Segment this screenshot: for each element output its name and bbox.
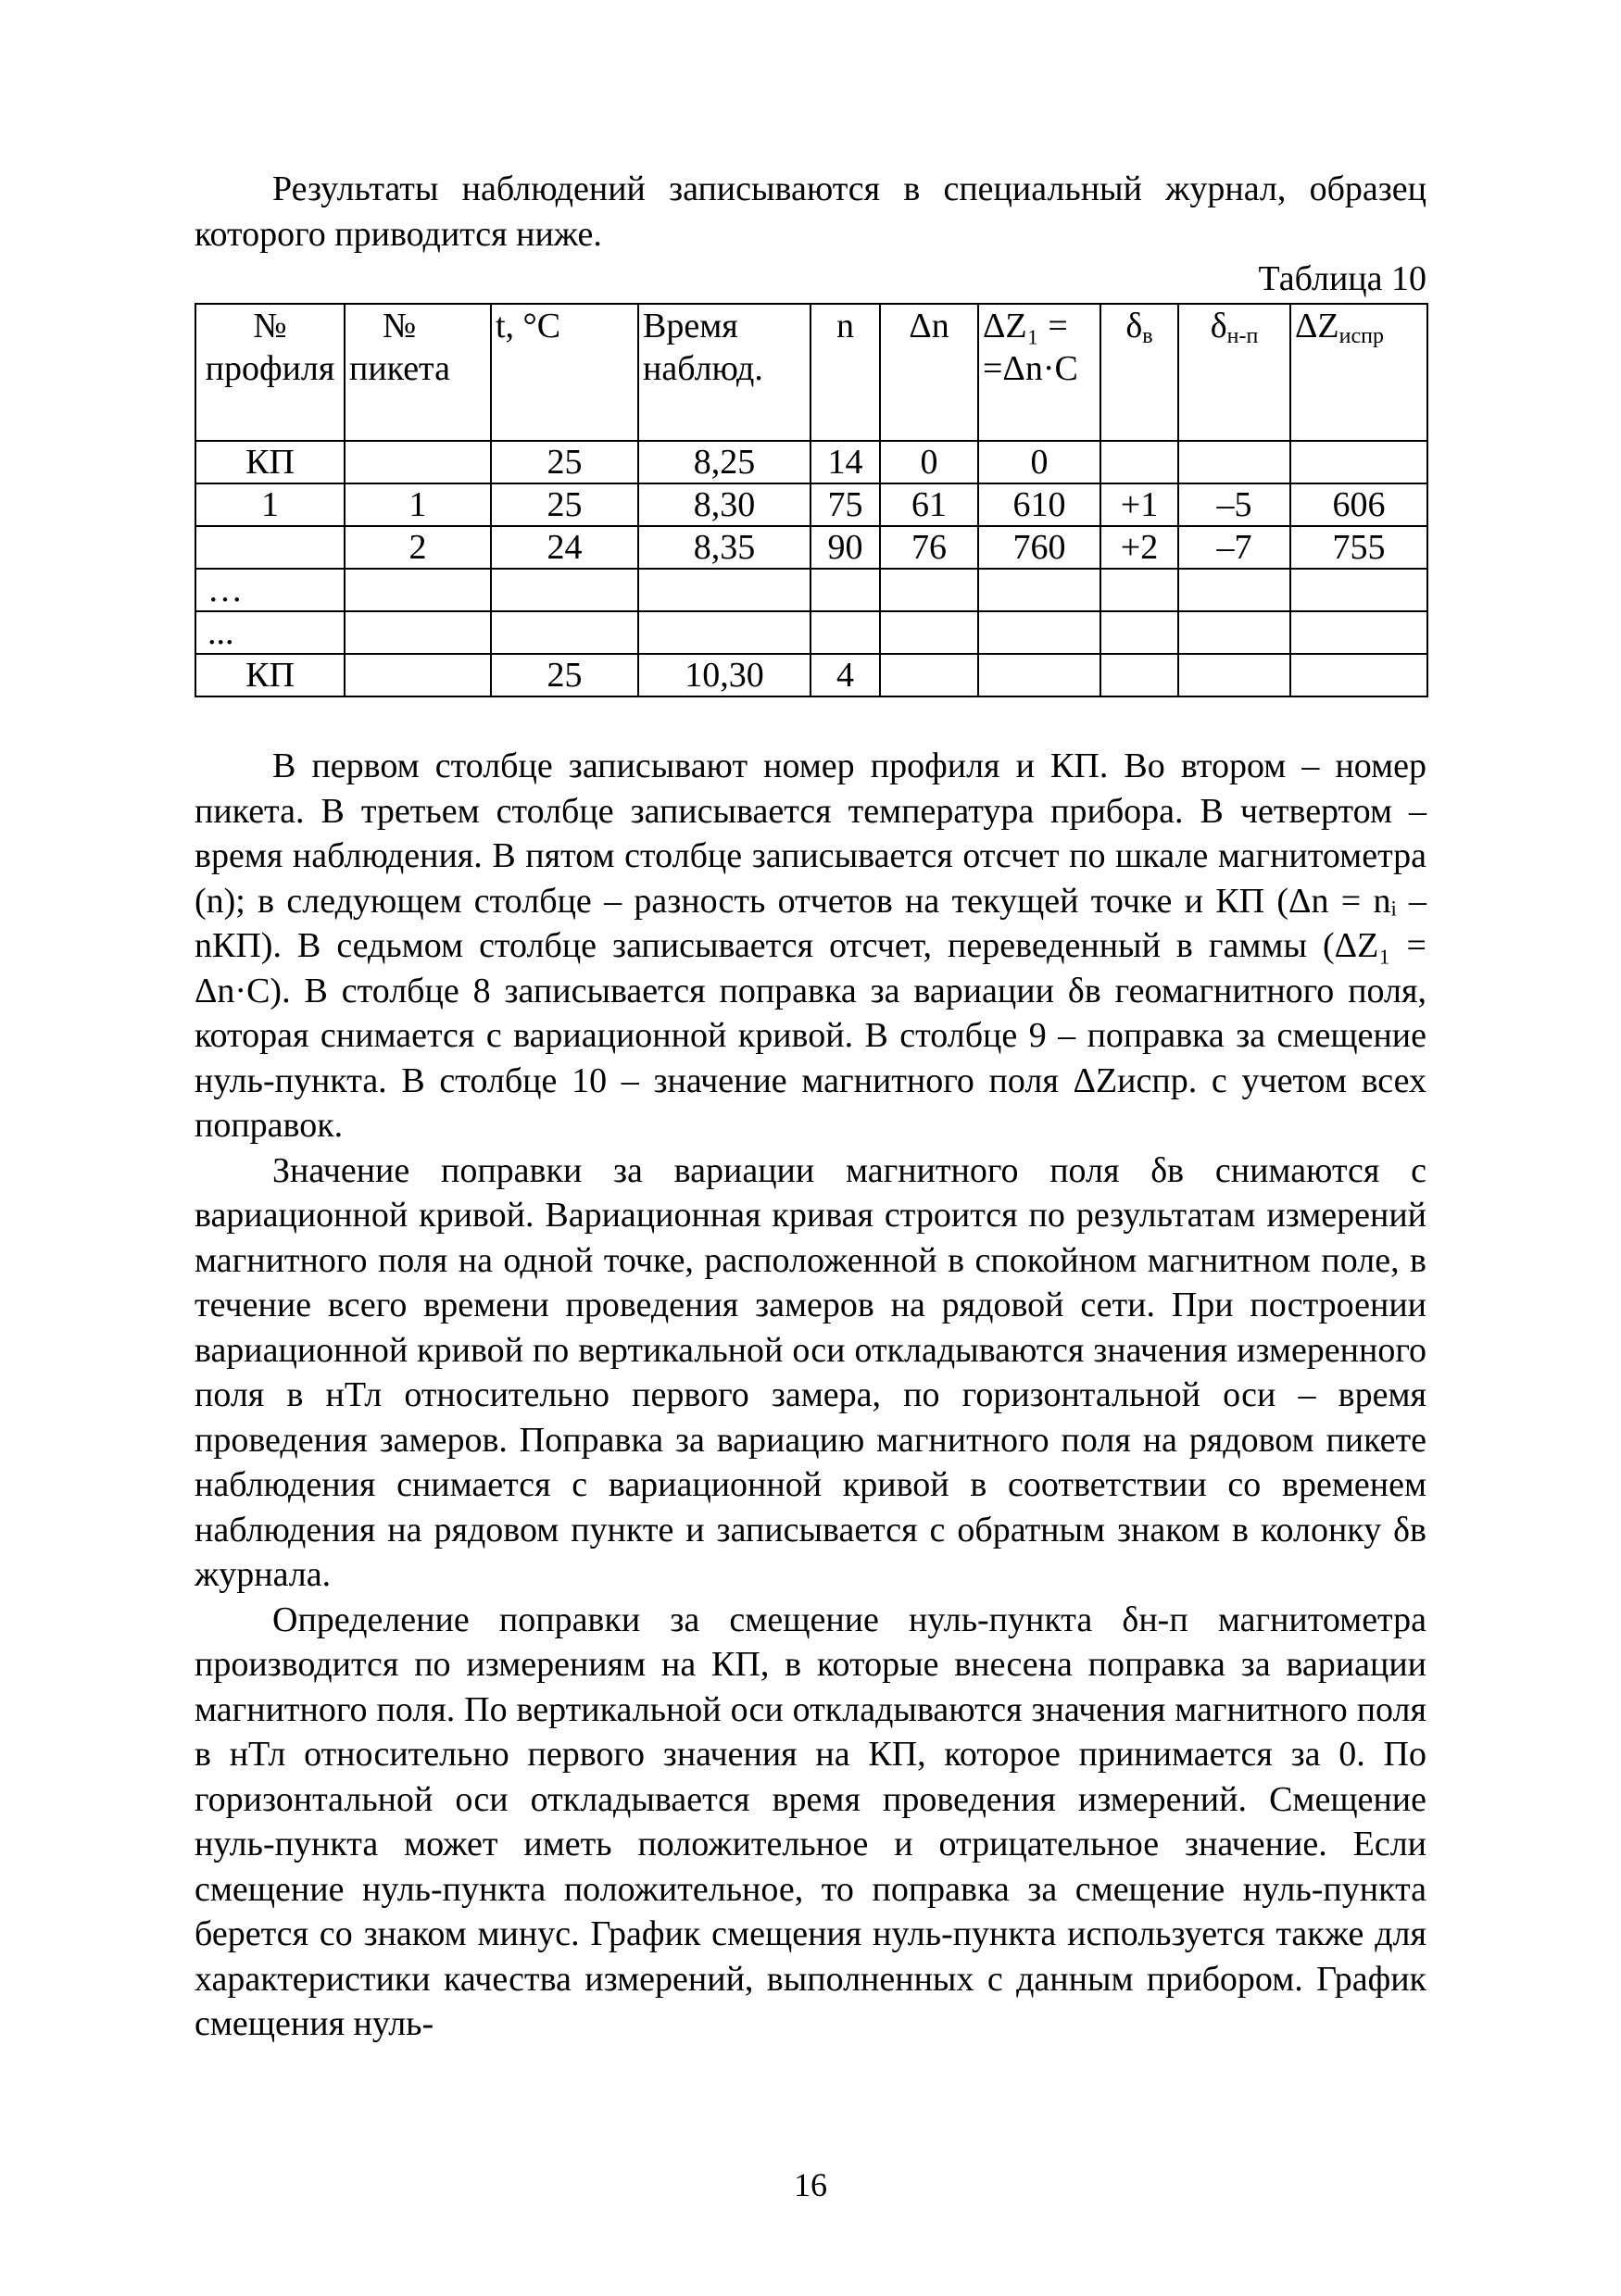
table-cell: 755 xyxy=(1290,526,1427,569)
table-cell xyxy=(1178,611,1290,654)
table-caption: Таблица 10 xyxy=(1258,259,1426,298)
table-cell: 76 xyxy=(880,526,978,569)
table-cell xyxy=(1290,441,1427,483)
table-cell xyxy=(195,526,345,569)
table-cell: –7 xyxy=(1178,526,1290,569)
header-delta-variation: $\delta_в$ xyxy=(1100,304,1178,441)
table-cell xyxy=(880,569,978,611)
table-body xyxy=(195,441,1427,696)
table-cell xyxy=(810,569,880,611)
table-cell xyxy=(810,611,880,654)
table-cell: 90 xyxy=(810,526,880,569)
header-observation-time: Время наблюд. xyxy=(638,304,810,441)
table-cell: 760 xyxy=(978,526,1100,569)
page-number: 16 xyxy=(794,2166,827,2203)
table-cell xyxy=(1100,654,1178,696)
header-temperature: t, °C xyxy=(491,304,638,441)
table-cell xyxy=(880,654,978,696)
table-cell: ... xyxy=(195,611,345,654)
table-cell: КП xyxy=(195,441,345,483)
table-cell xyxy=(1178,654,1290,696)
table-cell: 8,25 xyxy=(638,441,810,483)
header-delta-z1: ΔZ₁ = =Δn·C xyxy=(978,304,1100,441)
table-cell xyxy=(1100,611,1178,654)
table-row xyxy=(195,611,1427,654)
table-cell: 610 xyxy=(978,483,1100,526)
table-cell: 0 xyxy=(880,441,978,483)
table-cell: 24 xyxy=(491,526,638,569)
table-cell: –5 xyxy=(1178,483,1290,526)
table-cell xyxy=(880,611,978,654)
table-header-row xyxy=(195,304,1427,441)
table-cell xyxy=(638,611,810,654)
table-cell xyxy=(978,654,1100,696)
table-cell xyxy=(345,441,491,483)
table-cell xyxy=(1290,654,1427,696)
table-cell: 10,30 xyxy=(638,654,810,696)
table-cell xyxy=(345,611,491,654)
document-page xyxy=(195,167,1426,2047)
header-delta-null-point: $\delta_{н-п}$ xyxy=(1178,304,1290,441)
table-row xyxy=(195,654,1427,696)
observation-journal-table xyxy=(195,303,1428,697)
table-cell: КП xyxy=(195,654,345,696)
table-cell xyxy=(978,611,1100,654)
table-cell: +2 xyxy=(1100,526,1178,569)
table-cell: 75 xyxy=(810,483,880,526)
table-cell xyxy=(1178,569,1290,611)
table-cell xyxy=(1100,569,1178,611)
table-row xyxy=(195,441,1427,483)
table-cell xyxy=(1290,569,1427,611)
table-cell: 8,35 xyxy=(638,526,810,569)
table-cell: 61 xyxy=(880,483,978,526)
table-cell xyxy=(1178,441,1290,483)
intro-paragraph: Результаты наблюдений записываются в специальный журнал, образец которого приводится ниже. xyxy=(195,169,1426,254)
body-paragraph-3: Определение поправки за смещение нуль-пункта δн-п магнитометра производится по измерениям на КП, в которые внесена поправка за вариации магнитного поля. По вертикальной оси откладываются значения магнитного поля в нТл относительно первого значения на КП, которое принимается за 0. По горизонтальной оси откладывается время проведения измерений. Смещение нуль-пункта может иметь положительное и отрицательное значение. Если смещение нуль-пункта положительное, то поправка за смещение нуль-пункта берется со знаком минус. График смещения нуль-пункта используется также для характеристики качества измерений, выполненных с данным прибором. График смещения нуль- xyxy=(195,1600,1426,2043)
table-cell: 1 xyxy=(195,483,345,526)
table-cell: +1 xyxy=(1100,483,1178,526)
table-cell: 25 xyxy=(491,483,638,526)
table-cell: 25 xyxy=(491,654,638,696)
table-row xyxy=(195,569,1427,611)
table-cell: 8,30 xyxy=(638,483,810,526)
table-row xyxy=(195,483,1427,526)
table-cell: 14 xyxy=(810,441,880,483)
table-row xyxy=(195,526,1427,569)
header-delta-z-corrected: $\Delta Z_{испр}$ xyxy=(1290,304,1427,441)
body-paragraph-2: Значение поправки за вариации магнитного поля δв снимаются с вариационной кривой. Вариационная кривая строится по результатам измерений магнитного поля на одной точке, расположенной в спокойном магнитном поле, в течение всего времени проведения замеров на рядовой сети. При построении вариационной кривой по вертикальной оси откладываются значения измеренного поля в нТл относительно первого замера, по горизонтальной оси – время проведения замеров. Поправка за вариацию магнитного поля на рядовом пикете наблюдения снимается с вариационной кривой в соответствии со временем наблюдения на рядовом пункте и записывается с обратным знаком в колонку δв журнала. xyxy=(195,1150,1426,1594)
table-cell xyxy=(978,569,1100,611)
table-cell: 4 xyxy=(810,654,880,696)
table-cell: 0 xyxy=(978,441,1100,483)
header-picket-number: № пикета xyxy=(345,304,491,441)
table-cell xyxy=(1290,611,1427,654)
header-reading-n: n xyxy=(810,304,880,441)
table-cell xyxy=(345,569,491,611)
header-profile-number: № профиля xyxy=(195,304,345,441)
header-delta-n: Δn xyxy=(880,304,978,441)
table-cell xyxy=(491,611,638,654)
body-paragraph-1: В первом столбце записывают номер профиля и КП. Во втором – номер пикета. В третьем столбце записывается температура прибора. В четвертом – время наблюдения. В пятом столбце записывается отсчет по шкале магнитометра (n); в следующем столбце – разность отчетов на текущей точке и КП (Δn = nᵢ – nКП). В седьмом столбце записывается отсчет, переведенный в гаммы (ΔZ₁ = Δn·C). В столбце 8 записывается поправка за вариации δв геомагнитного поля, которая снимается с вариационной кривой. В столбце 9 – поправка за смещение нуль-пункта. В столбце 10 – значение магнитного поля ΔZиспр. с учетом всех поправок. xyxy=(195,747,1426,1145)
table-cell: 1 xyxy=(345,483,491,526)
spacer xyxy=(195,697,1426,744)
table-cell xyxy=(345,654,491,696)
table-cell xyxy=(1100,441,1178,483)
table-cell: 25 xyxy=(491,441,638,483)
table-cell: 2 xyxy=(345,526,491,569)
table-cell xyxy=(491,569,638,611)
table-cell: … xyxy=(195,569,345,611)
table-cell: 606 xyxy=(1290,483,1427,526)
table-cell xyxy=(638,569,810,611)
